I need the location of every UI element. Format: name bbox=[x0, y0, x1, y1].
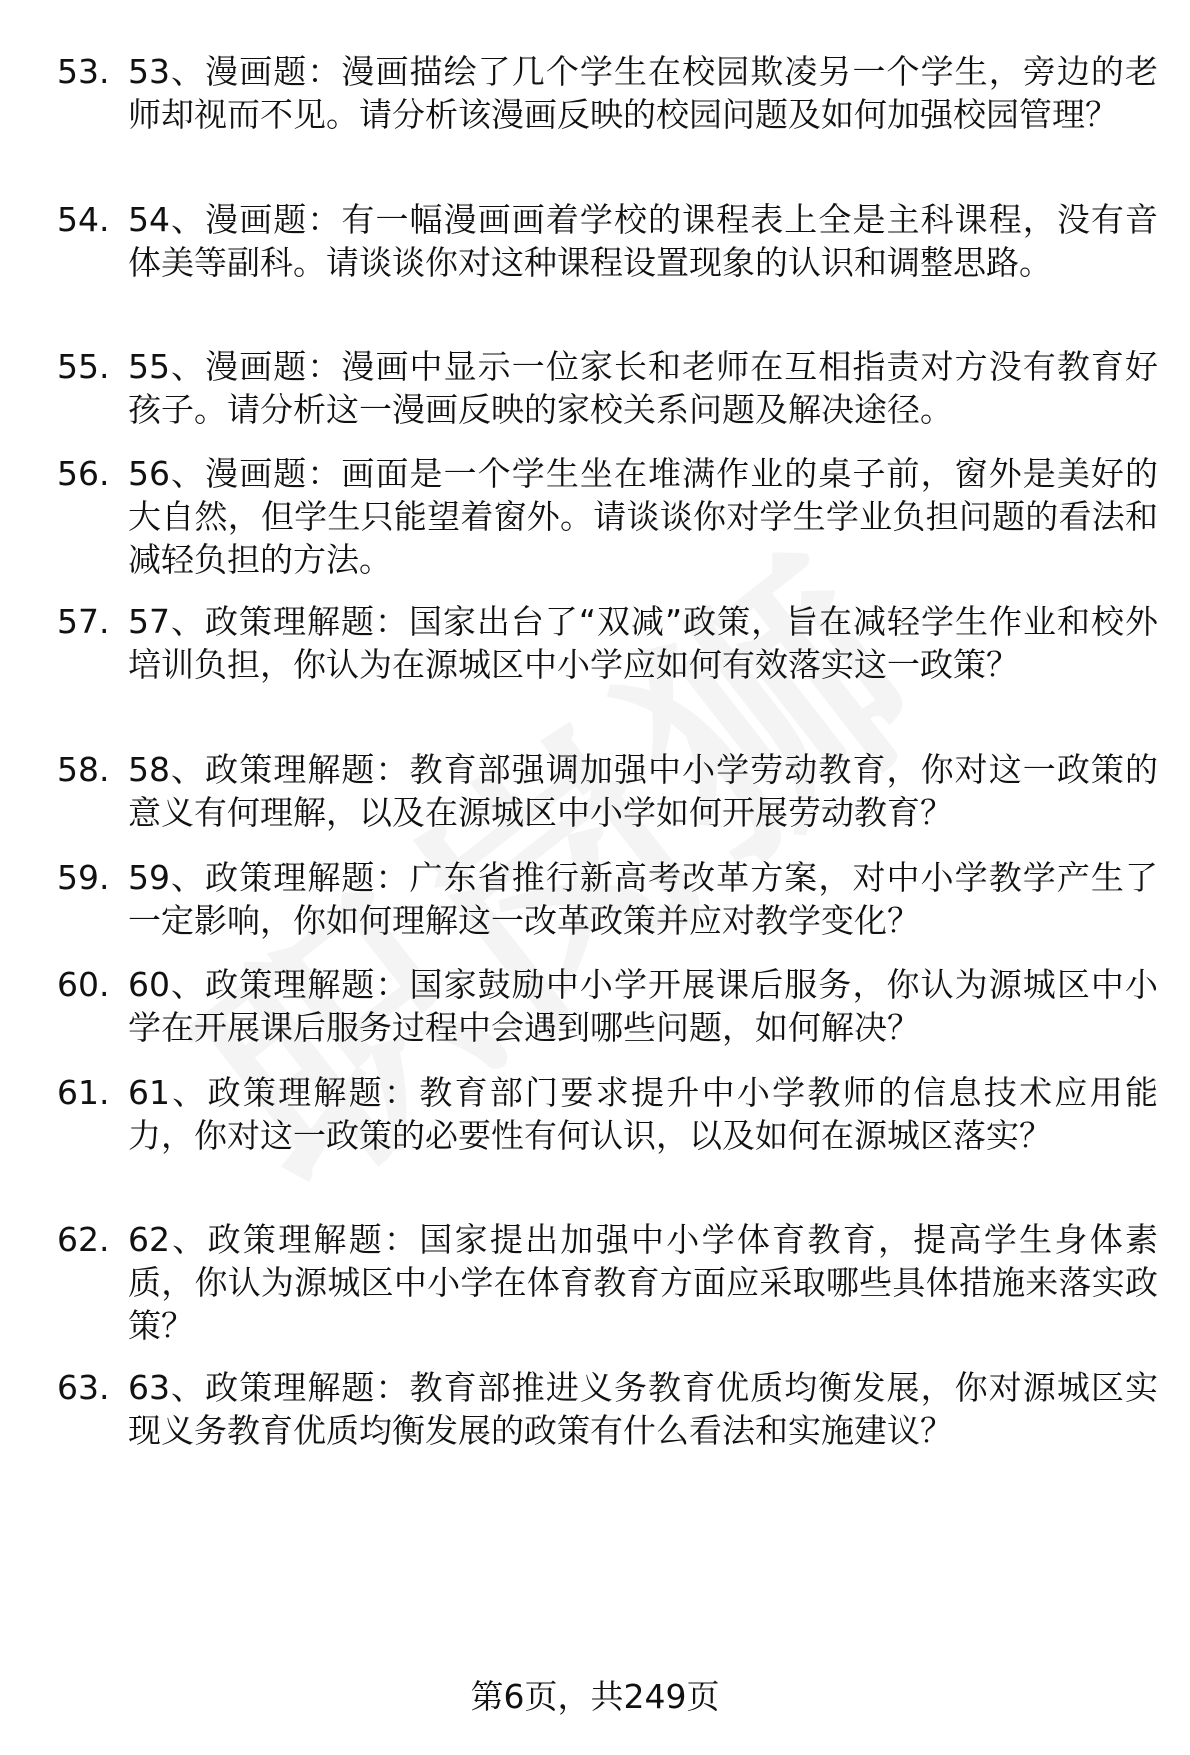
question-text: 63、政策理解题：教育部推进义务教育优质均衡发展，你对源城区实现义务教育优质均衡发展的政策有什么看法和实施建议？ bbox=[128, 1368, 1158, 1450]
question-number: 61. bbox=[57, 1073, 110, 1112]
question-number: 57. bbox=[57, 602, 110, 641]
page-number-footer: 第6页，共249页 bbox=[470, 1677, 720, 1716]
question-text: 57、政策理解题：国家出台了“双减”政策，旨在减轻学生作业和校外培训负担，你认为在源城区中小学应如何有效落实这一政策？ bbox=[128, 602, 1158, 684]
question-text: 59、政策理解题：广东省推行新高考改革方案，对中小学教学产生了一定影响，你如何理解这一改革政策并应对教学变化？ bbox=[128, 858, 1158, 940]
question-text: 55、漫画题：漫画中显示一位家长和老师在互相指责对方没有教育好孩子。请分析这一漫画反映的家校关系问题及解决途径。 bbox=[128, 347, 1158, 429]
question-number: 53. bbox=[57, 52, 110, 91]
question-text: 60、政策理解题：国家鼓励中小学开展课后服务，你认为源城区中小学在开展课后服务过程中会遇到哪些问题，如何解决？ bbox=[128, 965, 1158, 1047]
question-number: 58. bbox=[57, 750, 110, 789]
question-number: 63. bbox=[57, 1368, 110, 1407]
question-text: 54、漫画题：有一幅漫画画着学校的课程表上全是主科课程，没有音体美等副科。请谈谈你对这种课程设置现象的认识和调整思路。 bbox=[128, 200, 1158, 282]
question-text: 56、漫画题：画面是一个学生坐在堆满作业的桌子前，窗外是美好的大自然，但学生只能望着窗外。请谈谈你对学生学业负担问题的看法和减轻负担的方法。 bbox=[128, 454, 1158, 579]
question-text: 58、政策理解题：教育部强调加强中小学劳动教育，你对这一政策的意义有何理解，以及在源城区中小学如何开展劳动教育？ bbox=[128, 750, 1158, 832]
question-text: 61、政策理解题：教育部门要求提升中小学教师的信息技术应用能力，你对这一政策的必要性有何认识，以及如何在源城区落实？ bbox=[128, 1073, 1158, 1155]
question-text: 62、政策理解题：国家提出加强中小学体育教育，提高学生身体素质，你认为源城区中小学在体育教育方面应采取哪些具体措施来落实政策？ bbox=[128, 1220, 1158, 1345]
question-number: 56. bbox=[57, 454, 110, 493]
question-number: 59. bbox=[57, 858, 110, 897]
question-number: 62. bbox=[57, 1220, 110, 1259]
question-number: 54. bbox=[57, 200, 110, 239]
question-number: 55. bbox=[57, 347, 110, 386]
question-number: 60. bbox=[57, 965, 110, 1004]
question-text: 53、漫画题：漫画描绘了几个学生在校园欺凌另一个学生，旁边的老师却视而不见。请分析该漫画反映的校园问题及如何加强校园管理？ bbox=[128, 52, 1158, 134]
